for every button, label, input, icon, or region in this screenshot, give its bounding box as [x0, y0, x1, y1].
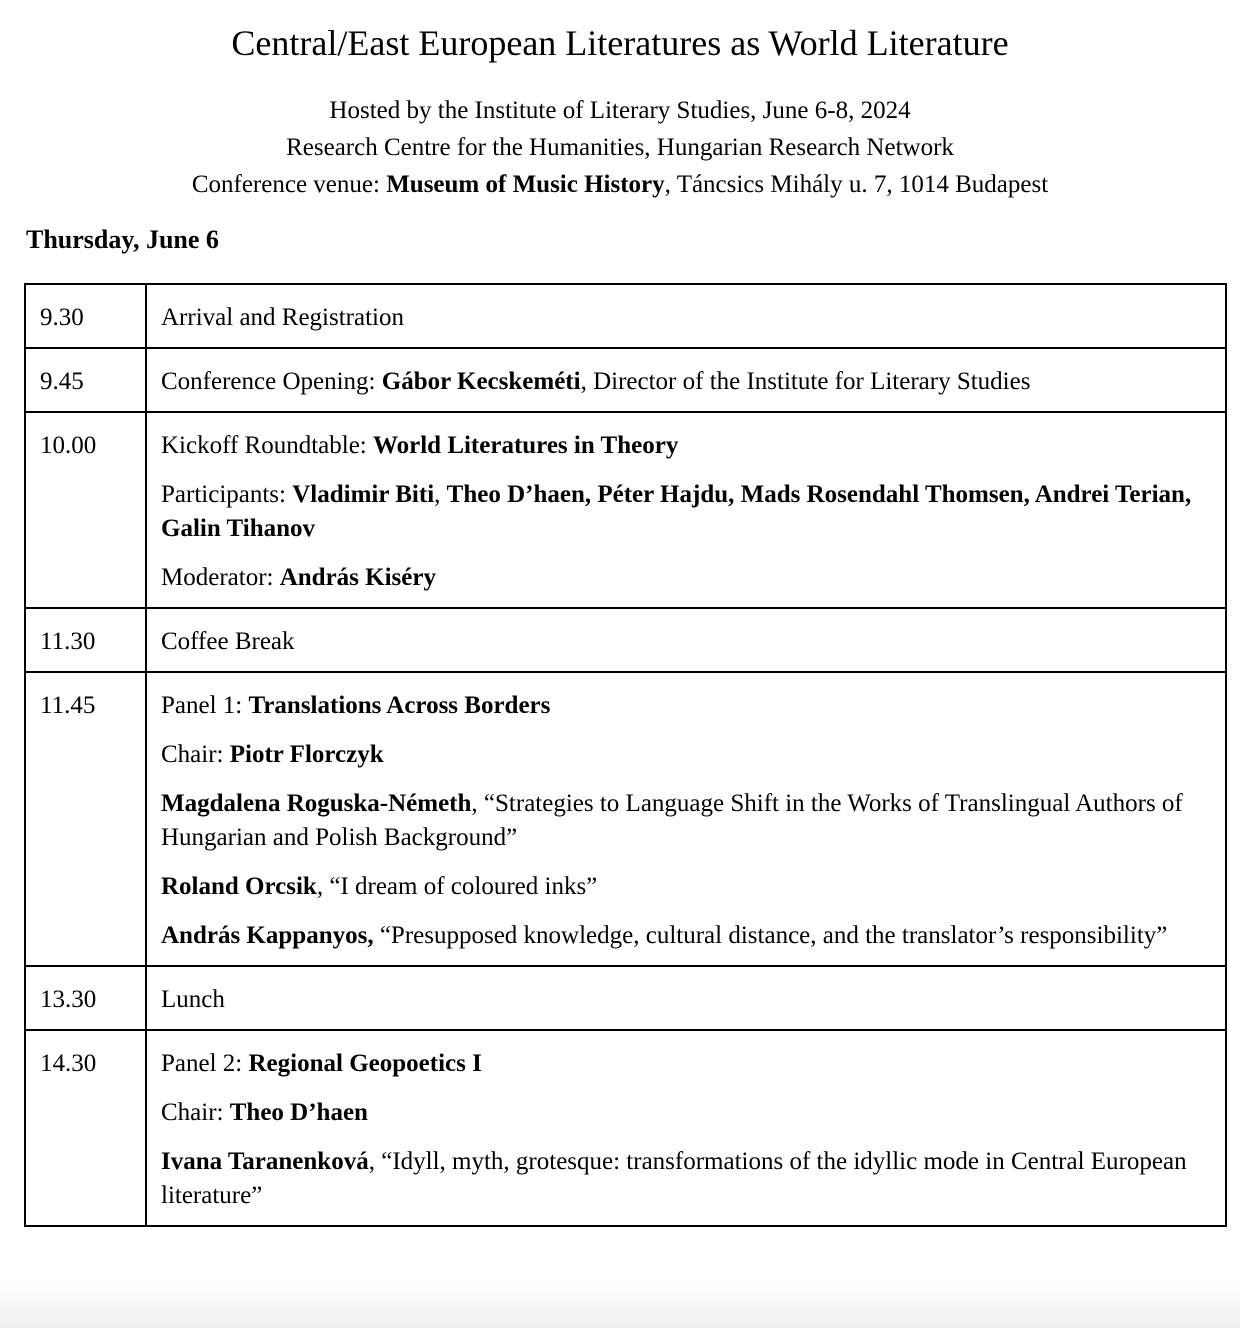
session-cell [146, 412, 1226, 608]
time-cell: 9.45 [25, 348, 146, 412]
bottom-fade-overlay [0, 1284, 1240, 1328]
session-paragraph [161, 787, 1211, 855]
venue-address: , Táncsics Mihály u. 7, 1014 Budapest [664, 171, 1049, 198]
session-paragraph [161, 870, 1211, 904]
venue-label: Conference venue: [191, 171, 387, 198]
session-paragraph [161, 561, 1211, 595]
venue-line [0, 166, 1240, 203]
text: Arrival and Registration [161, 304, 404, 331]
session-cell [146, 348, 1226, 412]
schedule-row [25, 348, 1226, 412]
bold-text: Theo D’haen, Péter Hajdu, Mads Rosendahl Thomsen, Andrei Terian, Galin Tihanov [161, 481, 1192, 542]
text: , “Idyll, myth, grotesque: transformations of the idyllic mode in Central European literature” [161, 1148, 1187, 1209]
text: Chair: [161, 741, 230, 768]
time-cell: 13.30 [25, 966, 146, 1030]
bold-text: Roland Orcsik [161, 873, 317, 900]
text: Coffee Break [161, 628, 295, 655]
text: , “I dream of coloured inks” [316, 873, 598, 900]
text: , [434, 481, 447, 508]
organization-line: Research Centre for the Humanities, Hungarian Research Network [286, 134, 954, 161]
conference-info [0, 92, 1240, 203]
schedule-body [25, 284, 1226, 1226]
bold-text: Theo D’haen [229, 1099, 368, 1126]
session-cell [146, 608, 1226, 672]
venue-name: Museum of Music History [386, 171, 665, 198]
time-cell: 10.00 [25, 412, 146, 608]
text: Moderator: [161, 564, 280, 591]
text: Participants: [161, 481, 293, 508]
session-paragraph [161, 625, 1211, 659]
text: Kickoff Roundtable: [161, 432, 373, 459]
time-cell: 11.45 [25, 672, 146, 966]
bold-text: Magdalena Roguska-Németh [161, 790, 472, 817]
session-cell [146, 1030, 1226, 1226]
bold-text: Vladimir Biti [292, 481, 435, 508]
session-paragraph [161, 478, 1211, 546]
bold-text: Translations Across Borders [248, 692, 551, 719]
text: , Director of the Institute for Literary Studies [580, 368, 1031, 395]
session-cell [146, 966, 1226, 1030]
text: Panel 1: [161, 692, 249, 719]
session-paragraph [161, 689, 1211, 723]
bold-text: Piotr Florczyk [229, 741, 384, 768]
bold-text: András Kappanyos, [161, 922, 374, 949]
schedule-table [24, 283, 1227, 1227]
schedule-row [25, 1030, 1226, 1226]
session-paragraph [161, 919, 1211, 953]
bold-text: World Literatures in Theory [373, 432, 679, 459]
session-paragraph [161, 365, 1211, 399]
bold-text: András Kiséry [279, 564, 436, 591]
time-cell: 14.30 [25, 1030, 146, 1226]
session-paragraph [161, 738, 1211, 772]
text: , “Strategies to Language Shift in the Works of Translingual Authors of Hungarian and Polish Background” [161, 790, 1183, 851]
session-cell [146, 284, 1226, 348]
time-cell: 11.30 [25, 608, 146, 672]
session-paragraph [161, 1047, 1211, 1081]
text: “Presupposed knowledge, cultural distance, and the translator’s responsibility” [373, 922, 1168, 949]
text: Lunch [161, 986, 225, 1013]
bold-text: Gábor Kecskeméti [381, 368, 581, 395]
day-heading: Thursday, June 6 [26, 225, 219, 254]
schedule-row [25, 608, 1226, 672]
conference-title: Central/East European Literatures as World Literature [231, 23, 1009, 63]
schedule-row [25, 412, 1226, 608]
host-line: Hosted by the Institute of Literary Studies, June 6-8, 2024 [329, 97, 911, 124]
time-cell: 9.30 [25, 284, 146, 348]
session-paragraph [161, 429, 1211, 463]
text: Conference Opening: [161, 368, 382, 395]
bold-text: Ivana Taranenková [161, 1148, 369, 1175]
schedule-row [25, 672, 1226, 966]
session-paragraph [161, 983, 1211, 1017]
session-paragraph [161, 1096, 1211, 1130]
schedule-row [25, 284, 1226, 348]
schedule-row [25, 966, 1226, 1030]
text: Chair: [161, 1099, 230, 1126]
session-paragraph [161, 301, 1211, 335]
session-paragraph [161, 1145, 1211, 1213]
bold-text: Regional Geopoetics I [248, 1050, 482, 1077]
session-cell [146, 672, 1226, 966]
text: Panel 2: [161, 1050, 249, 1077]
